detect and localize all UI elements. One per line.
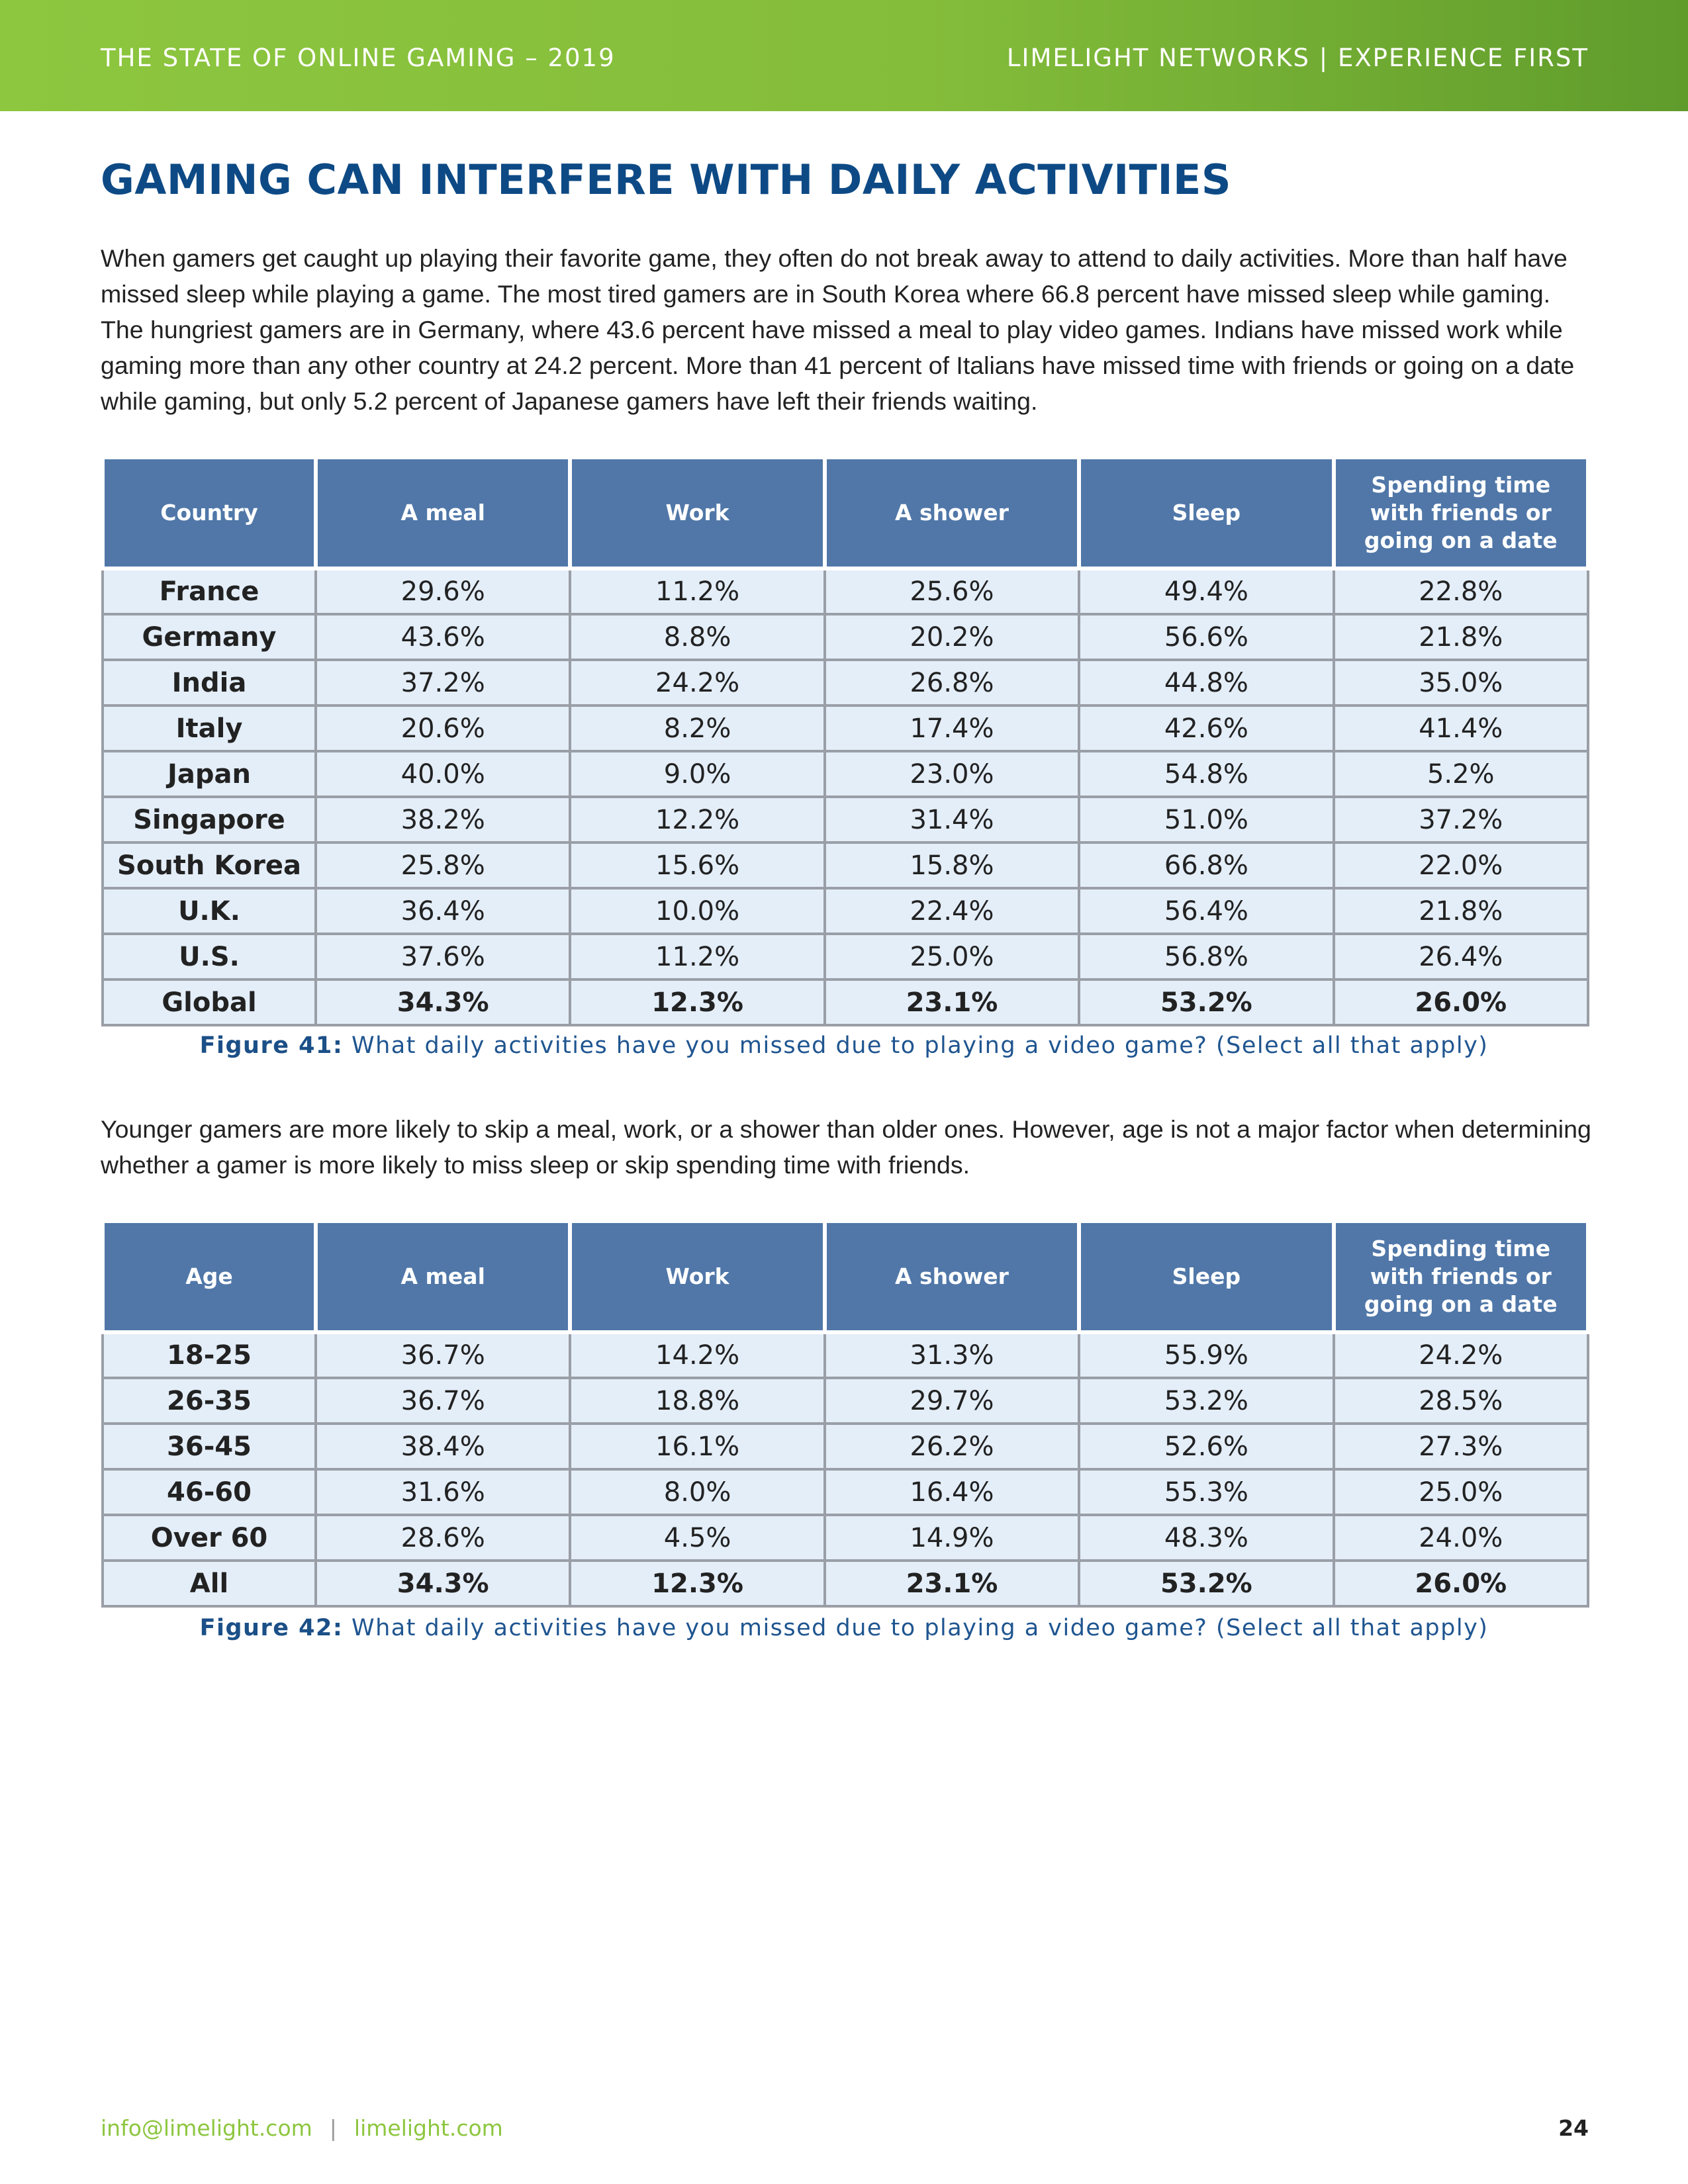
table-cell: 25.6% [825,569,1079,614]
table-cell: 31.3% [825,1332,1079,1378]
table-cell: 37.6% [316,934,570,979]
all-summary-row [103,1561,1588,1606]
figure-label: Figure 41: [199,1032,344,1059]
footer-email-link[interactable]: info@limelight.com [101,2115,312,2141]
table-cell: 35.0% [1334,660,1588,705]
row-label: Global [103,979,316,1025]
table-row [103,751,1588,797]
intro-paragraph: When gamers get caught up playing their favorite game, they often do not break away to attend to daily activities. More than half have missed sleep while playing a game. The most tired gamers are in South Korea where 66.8 percent have missed sleep while gaming. The hungriest gamers are in Germany, where 43.6 percent have missed a meal to play video games. Indians have missed work while gaming more than any other country at 24.2 percent. More than 41 percent of Italians have missed time with friends or going on a date while gaming, but only 5.2 percent of Japanese gamers have left their friends waiting. [101,244,1575,415]
table-cell: 12.2% [570,797,824,842]
table-cell: 4.5% [570,1515,824,1561]
table-cell: 9.0% [570,751,824,797]
row-label: 46-60 [103,1469,316,1515]
table-cell: 12.3% [570,979,824,1025]
table-cell: 56.6% [1079,614,1333,660]
table-cell: 26.4% [1334,934,1588,979]
row-label: U.S. [103,934,316,979]
table-row [103,1378,1588,1424]
table-cell: 15.6% [570,842,824,888]
table-row [103,1469,1588,1515]
table-cell: 36.7% [316,1332,570,1378]
table-cell: 20.6% [316,705,570,751]
column-header: Country [103,457,316,569]
table-cell: 23.1% [825,979,1079,1025]
figure-42-caption [0,1615,1688,1641]
column-header: A shower [825,1221,1079,1332]
table-cell: 24.0% [1334,1515,1588,1561]
row-label: France [103,569,316,614]
header-brand-tagline: LIMELIGHT NETWORKS | EXPERIENCE FIRST [1006,44,1589,72]
table-row [103,660,1588,705]
table-cell: 11.2% [570,934,824,979]
table-cell: 8.0% [570,1469,824,1515]
table-cell: 55.3% [1079,1469,1333,1515]
column-header: Sleep [1079,457,1333,569]
column-header: Sleep [1079,1221,1333,1332]
table-cell: 44.8% [1079,660,1333,705]
row-label: 26-35 [103,1378,316,1424]
table-cell: 25.8% [316,842,570,888]
table-cell: 12.3% [570,1561,824,1606]
table-cell: 48.3% [1079,1515,1333,1561]
table-cell: 31.6% [316,1469,570,1515]
table-cell: 34.3% [316,979,570,1025]
row-label: 36-45 [103,1424,316,1469]
table-row [103,614,1588,660]
table-row [103,705,1588,751]
table-cell: 29.6% [316,569,570,614]
row-label: Singapore [103,797,316,842]
table-row [103,1424,1588,1469]
table-row [103,1332,1588,1378]
row-label: India [103,660,316,705]
table-cell: 21.8% [1334,888,1588,934]
table-cell: 40.0% [316,751,570,797]
table-cell: 56.8% [1079,934,1333,979]
table-cell: 56.4% [1079,888,1333,934]
row-label: Japan [103,751,316,797]
table-cell: 53.2% [1079,1561,1333,1606]
column-header: A shower [825,457,1079,569]
table-cell: 16.4% [825,1469,1079,1515]
table-cell: 22.4% [825,888,1079,934]
row-label: 18-25 [103,1332,316,1378]
row-label: South Korea [103,842,316,888]
footer-links [101,2115,503,2141]
table-cell: 24.2% [1334,1332,1588,1378]
table-cell: 36.7% [316,1378,570,1424]
table-cell: 16.1% [570,1424,824,1469]
row-label: Italy [103,705,316,751]
column-header: Spending time with friends or going on a date [1334,457,1588,569]
country-activities-table [101,455,1590,1026]
table-cell: 14.9% [825,1515,1079,1561]
column-header: Spending time with friends or going on a date [1334,1221,1588,1332]
table-cell: 41.4% [1334,705,1588,751]
table-cell: 38.4% [316,1424,570,1469]
table-row [103,888,1588,934]
table-cell: 25.0% [825,934,1079,979]
row-label: Germany [103,614,316,660]
table-cell: 49.4% [1079,569,1333,614]
table-cell: 54.8% [1079,751,1333,797]
table-row [103,842,1588,888]
table-cell: 26.0% [1334,979,1588,1025]
table-header-row [103,457,1588,569]
page-number: 24 [1558,2115,1589,2141]
global-summary-row [103,979,1588,1025]
table-cell: 17.4% [825,705,1079,751]
page-title: GAMING CAN INTERFERE WITH DAILY ACTIVITIES [101,156,1232,204]
table-cell: 24.2% [570,660,824,705]
table-cell: 51.0% [1079,797,1333,842]
figure-caption-text: What daily activities have you missed due to playing a video game? (Select all that apply) [351,1032,1489,1059]
figure-caption-text: What daily activities have you missed due to playing a video game? (Select all that apply) [351,1615,1489,1641]
table-cell: 42.6% [1079,705,1333,751]
table-cell: 8.8% [570,614,824,660]
table-row [103,934,1588,979]
table-cell: 21.8% [1334,614,1588,660]
table-cell: 14.2% [570,1332,824,1378]
table-cell: 28.5% [1334,1378,1588,1424]
table-cell: 18.8% [570,1378,824,1424]
table-cell: 22.0% [1334,842,1588,888]
table-cell: 37.2% [1334,797,1588,842]
table-header-row [103,1221,1588,1332]
table-cell: 11.2% [570,569,824,614]
age-activities-table [101,1219,1590,1608]
footer-separator: | [329,2115,337,2141]
column-header: Work [570,457,824,569]
table-cell: 53.2% [1079,1378,1333,1424]
table-cell: 38.2% [316,797,570,842]
table-cell: 26.0% [1334,1561,1588,1606]
table-cell: 26.2% [825,1424,1079,1469]
row-label: Over 60 [103,1515,316,1561]
row-label: All [103,1561,316,1606]
table-cell: 28.6% [316,1515,570,1561]
table-cell: 34.3% [316,1561,570,1606]
table-cell: 37.2% [316,660,570,705]
table-cell: 52.6% [1079,1424,1333,1469]
table-cell: 43.6% [316,614,570,660]
header-bar [0,0,1688,111]
table-row [103,797,1588,842]
table-cell: 66.8% [1079,842,1333,888]
age-paragraph: Younger gamers are more likely to skip a meal, work, or a shower than older ones. However, age is not a major factor when determining whether a gamer is more likely to miss sleep or skip spending time with friends. [101,1115,1591,1179]
table-cell: 23.0% [825,751,1079,797]
table-cell: 25.0% [1334,1469,1588,1515]
table-cell: 31.4% [825,797,1079,842]
table-cell: 20.2% [825,614,1079,660]
table-row [103,1515,1588,1561]
table-cell: 8.2% [570,705,824,751]
table-cell: 15.8% [825,842,1079,888]
column-header: Age [103,1221,316,1332]
header-report-title: THE STATE OF ONLINE GAMING – 2019 [101,44,616,72]
column-header: A meal [316,457,570,569]
column-header: Work [570,1221,824,1332]
footer-website-link[interactable]: limelight.com [353,2115,503,2141]
table-cell: 27.3% [1334,1424,1588,1469]
table-cell: 53.2% [1079,979,1333,1025]
row-label: U.K. [103,888,316,934]
table-cell: 5.2% [1334,751,1588,797]
table-cell: 36.4% [316,888,570,934]
table-cell: 26.8% [825,660,1079,705]
table-cell: 23.1% [825,1561,1079,1606]
table-row [103,569,1588,614]
table-cell: 29.7% [825,1378,1079,1424]
table-cell: 10.0% [570,888,824,934]
figure-label: Figure 42: [199,1615,344,1641]
figure-41-caption [0,1032,1688,1059]
table-cell: 55.9% [1079,1332,1333,1378]
column-header: A meal [316,1221,570,1332]
table-cell: 22.8% [1334,569,1588,614]
